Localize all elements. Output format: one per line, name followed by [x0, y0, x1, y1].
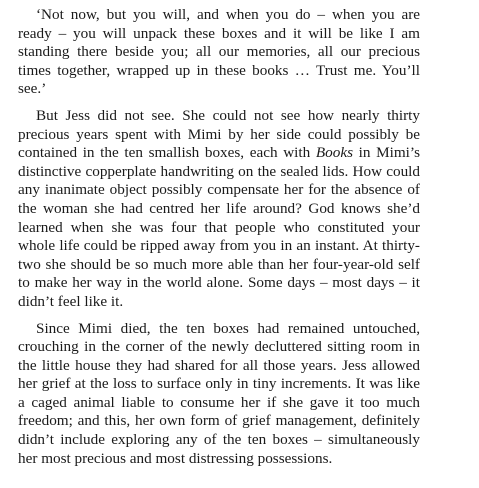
paragraph-1 — [18, 6, 420, 99]
paragraph-2-text-start: But Jess did not see. She could not see how nearly thirty precious years spent with Mimi by her side could possibly be contained in the ten smallish boxes, each with — [18, 106, 420, 162]
paragraph-3 — [18, 320, 420, 469]
paragraph-2 — [18, 107, 420, 312]
paragraph-3-text: Since Mimi died, the ten boxes had remained untouched, crouching in the corner of the newly decluttered sitting room in the little house they had shared for all those years. Jess allowed her grief at the loss to surface only in tiny increments. It was like a caged animal liable to consume her if she gave it too much freedom; and this, her own form of grief management, definitely didn’t include exploring any of the ten boxes – simultaneously her most precious and most distressing possessions. — [18, 319, 420, 467]
paragraph-2-text-end: in Mimi’s distinctive copperplate handwriting on the sealed lids. How could any inanimate object possibly compensate her for the absence of the woman she had centred her life around? God knows she’d learned when she was four that people who constituted your whole life could be ripped away from you in an instant. At thirty-two she should be so much more able than her four-year-old self to make her way in the world alone. Some days – most days – it didn’t feel like it. — [18, 144, 420, 310]
paragraph-1-text: ‘Not now, but you will, and when you do – when you are ready – you will unpack these boxes and it will be like I am standing there beside you; all our memories, all our precious times together, wrapped up in these books … Trust me. You’ll see.’ — [18, 6, 420, 98]
book-page — [18, 6, 420, 468]
paragraph-2-emphasis: Books — [315, 144, 353, 162]
